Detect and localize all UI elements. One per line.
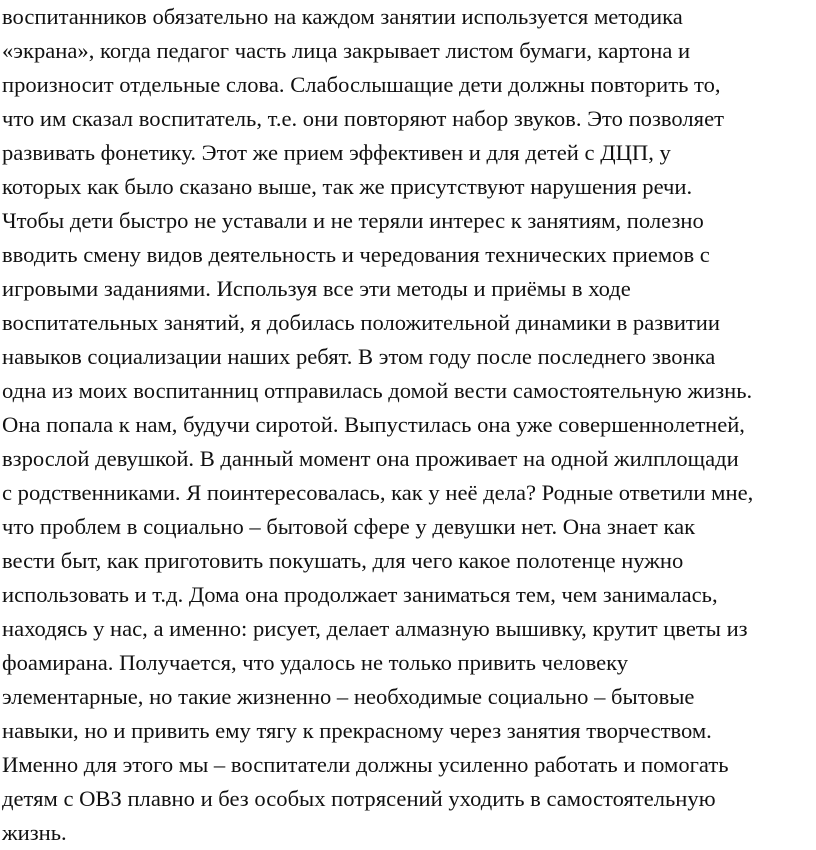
text-line: что им сказал воспитатель, т.е. они повторяют набор звуков. Это позволяет [2,106,724,131]
text-line: «экрана», когда педагог часть лица закрывает листом бумаги, картона и [2,38,691,63]
text-line: элементарные, но такие жизненно – необходимые социально – бытовые [2,684,695,709]
text-line: детям с ОВЗ плавно и без особых потрясений уходить в самостоятельную [2,786,716,811]
text-line: что проблем в социально – бытовой сфере у девушки нет. Она знает как [2,514,696,539]
text-line: Она попала к нам, будучи сиротой. Выпустилась она уже совершеннолетней, [2,412,745,437]
text-line: жизнь. [2,820,67,845]
text-line: взрослой девушкой. В данный момент она проживает на одной жилплощади [2,446,739,471]
text-line: вводить смену видов деятельность и чередования технических приемов с [2,242,710,267]
text-line: фоамирана. Получается, что удалось не только привить человеку [2,650,629,675]
text-line: которых как было сказано выше, так же присутствуют нарушения речи. [2,174,693,199]
text-line: воспитанников обязательно на каждом занятии используется методика [2,4,683,29]
text-line: развивать фонетику. Этот же прием эффективен и для детей с ДЦП, у [2,140,671,165]
text-line: находясь у нас, а именно: рисует, делает алмазную вышивку, крутит цветы из [2,616,748,641]
text-line: навыков социализации наших ребят. В этом году после последнего звонка [2,344,716,369]
text-line: одна из моих воспитанниц отправилась домой вести самостоятельную жизнь. [2,378,753,403]
text-line: воспитательных занятий, я добилась положительной динамики в развитии [2,310,720,335]
text-line: навыки, но и привить ему тягу к прекрасному через занятия творчеством. [2,718,712,743]
text-line: использовать и т.д. Дома она продолжает заниматься тем, чем занималась, [2,582,718,607]
text-line: Именно для этого мы – воспитатели должны усиленно работать и помогать [2,752,729,777]
text-line: с родственниками. Я поинтересовалась, как у неё дела? Родные ответили мне, [2,480,754,505]
text-line: произносит отдельные слова. Слабослышащие дети должны повторить то, [2,72,721,97]
document-body-text [2,0,814,850]
text-line: вести быт, как приготовить покушать, для чего какое полотенце нужно [2,548,684,573]
text-line: игровыми заданиями. Используя все эти методы и приёмы в ходе [2,276,631,301]
text-line: Чтобы дети быстро не уставали и не теряли интерес к занятиям, полезно [2,208,704,233]
